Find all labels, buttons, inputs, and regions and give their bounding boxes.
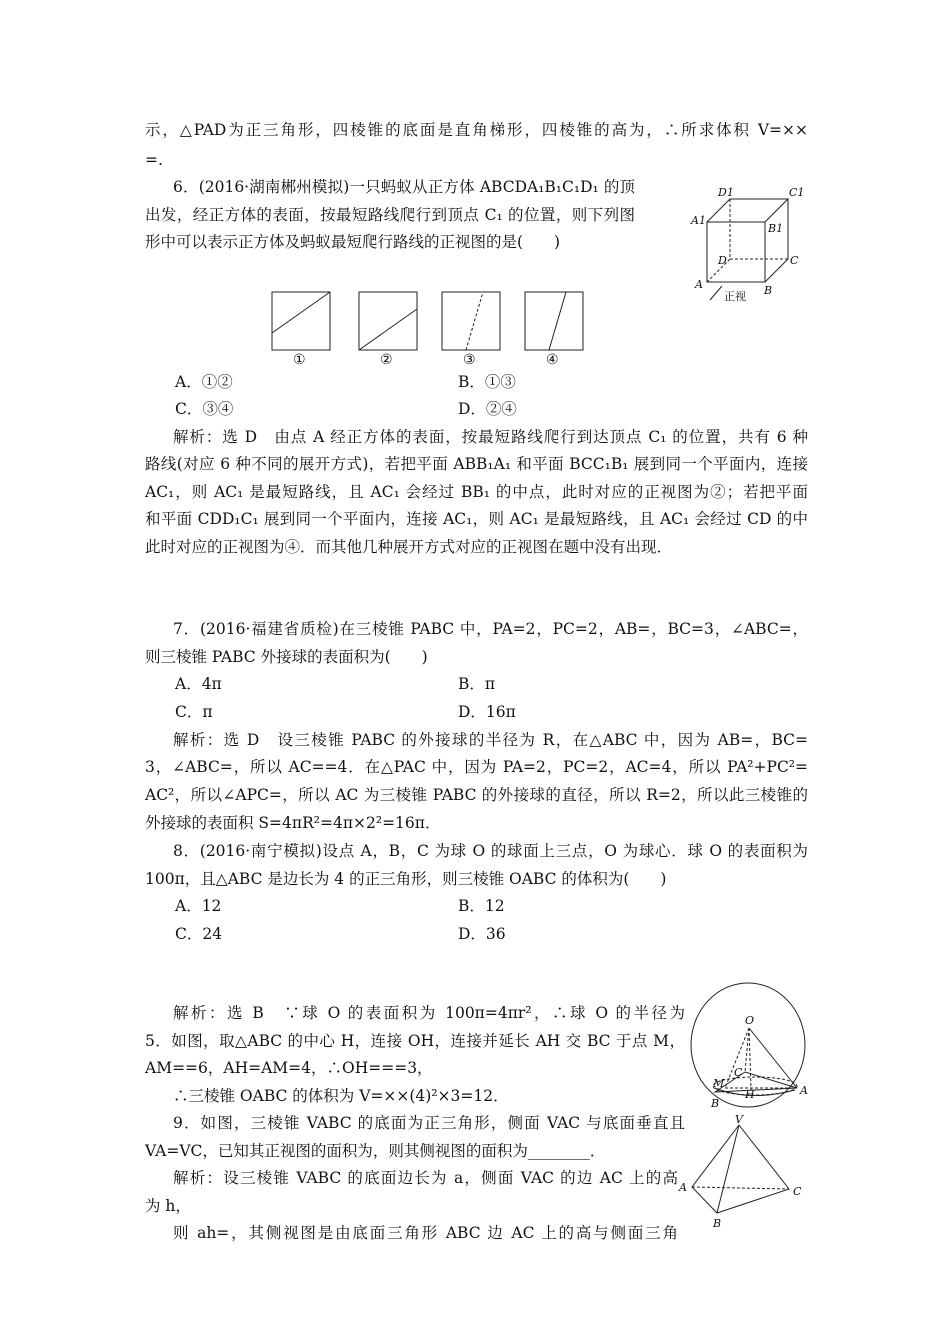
text-line: B．①③ <box>458 373 516 391</box>
text-line: 路线(对应 6 种不同的展开方式)，若把平面 ABB₁A₁ 和平面 BCC₁B₁ 展到同一个平面内，连接 <box>145 455 808 473</box>
text-line: 5．如图，取△ABC 的中心 H，连接 OH，连接并延长 AH 交 BC 于点 M， <box>145 1032 685 1050</box>
sphere-figure <box>685 980 815 1115</box>
sphere-label: C <box>734 1066 743 1079</box>
view-label: ③ <box>463 352 476 368</box>
text-line: 外接球的表面积 S=4πR²=4π×2²=16π． <box>145 814 441 832</box>
text-line: 则 ah=，其侧视图是由底面三角形 ABC 边 AC 上的高与侧面三角 <box>173 1224 678 1242</box>
view-label: ④ <box>546 352 559 368</box>
view-label: ② <box>380 352 393 368</box>
text-line: A．12 <box>175 897 222 915</box>
text-line: 出发，经正方体的表面，按最短路线爬行到顶点 C₁ 的位置，则下列图 <box>145 206 635 224</box>
text-line: 9．如图，三棱锥 VABC 的底面为正三角形，侧面 VAC 与底面垂直且 <box>173 1114 685 1132</box>
cube-label: B <box>764 284 773 297</box>
sphere-label: O <box>745 1014 755 1027</box>
tetrahedron-figure <box>675 1115 815 1235</box>
tetra-label: A <box>679 1181 687 1194</box>
text-line: A．①② <box>175 373 233 391</box>
cube-label: B1 <box>768 222 784 235</box>
cube-label: C1 <box>789 186 805 199</box>
cube-label: D1 <box>718 186 734 199</box>
text-line: ∴三棱锥 OABC 的体积为 V=××(4)²×3=12． <box>173 1087 509 1105</box>
tetra-label: B <box>713 1217 722 1230</box>
text-line: D．36 <box>458 925 506 943</box>
sphere-label: A <box>800 1084 808 1097</box>
cube-label: A1 <box>691 214 706 227</box>
cube-figure <box>690 182 810 307</box>
text-line: C．③④ <box>175 400 234 418</box>
text-line: 6．(2016·湖南郴州模拟)一只蚂蚁从正方体 ABCDA₁B₁C₁D₁ 的顶 <box>173 178 635 196</box>
text-line: C．π <box>175 703 213 721</box>
text-line: D．②④ <box>458 400 517 418</box>
text-line: B．π <box>458 675 496 693</box>
text-line: 解析：选 D 设三棱锥 PABC 的外接球的半径为 R，在△ABC 中，因为 AB=，BC= <box>173 731 808 749</box>
text-line: 示，△PAD为正三角形，四棱锥的底面是直角梯形，四棱锥的高为，∴所求体积 V=×× <box>145 121 808 139</box>
text-line: 形中可以表示正方体及蚂蚁最短爬行路线的正视图的是( ) <box>145 233 561 251</box>
text-line: C．24 <box>175 925 223 943</box>
text-line: A．4π <box>175 675 222 693</box>
tetra-label: C <box>793 1185 802 1198</box>
cube-label: D <box>718 254 727 267</box>
text-line: AC²，所以∠APC=，所以 AC 为三棱锥 PABC 的外接球的直径，所以 R=2，所以此三棱锥的 <box>145 786 808 804</box>
front-view-label: 正视 <box>724 290 746 303</box>
view-options-figure <box>270 290 590 354</box>
sphere-label: M <box>713 1077 725 1090</box>
text-line: 3，∠ABC=，所以 AC==4．在△PAC 中，因为 PA=2，PC=2，AC=4，所以 PA²+PC²= <box>145 758 808 776</box>
text-line: 7．(2016·福建省质检)在三棱锥 PABC 中，PA=2，PC=2，AB=，BC=3，∠ABC=， <box>173 620 808 638</box>
text-line: VA=VC，已知其正视图的面积为，则其侧视图的面积为________． <box>145 1142 606 1160</box>
text-line: 解析：选 B ∵球 O 的表面积为 100π=4πr²，∴球 O 的半径为 <box>173 1004 685 1022</box>
view-label: ① <box>293 352 306 368</box>
text-line: AM==6，AH=AM=4，∴OH===3， <box>145 1059 433 1077</box>
tetra-label: V <box>735 1115 743 1126</box>
text-line: 100π，且△ABC 是边长为 4 的正三角形，则三棱锥 OABC 的体积为( ) <box>145 870 667 888</box>
text-line: 解析：设三棱锥 VABC 的底面边长为 a，侧面 VAC 的边 AC 上的高 <box>173 1169 678 1187</box>
sphere-label: H <box>745 1088 755 1101</box>
text-line: 此时对应的正视图为④．而其他几种展开方式对应的正视图在题中没有出现． <box>145 538 673 556</box>
text-line: 则三棱锥 PABC 外接球的表面积为( ) <box>145 648 428 666</box>
text-line: 和平面 CDD₁C₁ 展到同一个平面内，连接 AC₁，则 AC₁ 是最短路线，且 AC₁ 会经过 CD 的中 <box>145 510 808 528</box>
sphere-label: B <box>711 1097 720 1110</box>
text-line: 为 h， <box>145 1197 191 1215</box>
text-line: AC₁，则 AC₁ 是最短路线，且 AC₁ 会经过 BB₁ 的中点，此时对应的正视图为②；若把平面 <box>145 483 808 501</box>
text-line: =. <box>145 151 163 169</box>
text-line: 解析：选 D 由点 A 经正方体的表面，按最短路线爬行到达顶点 C₁ 的位置，共有 6 种 <box>173 428 808 446</box>
cube-label: C <box>790 254 799 267</box>
text-line: D．16π <box>458 703 516 721</box>
text-line: 8．(2016·南宁模拟)设点 A，B，C 为球 O 的球面上三点，O 为球心．球 O 的表面积为 <box>173 842 808 860</box>
cube-label: A <box>695 278 703 291</box>
text-line: B．12 <box>458 897 505 915</box>
